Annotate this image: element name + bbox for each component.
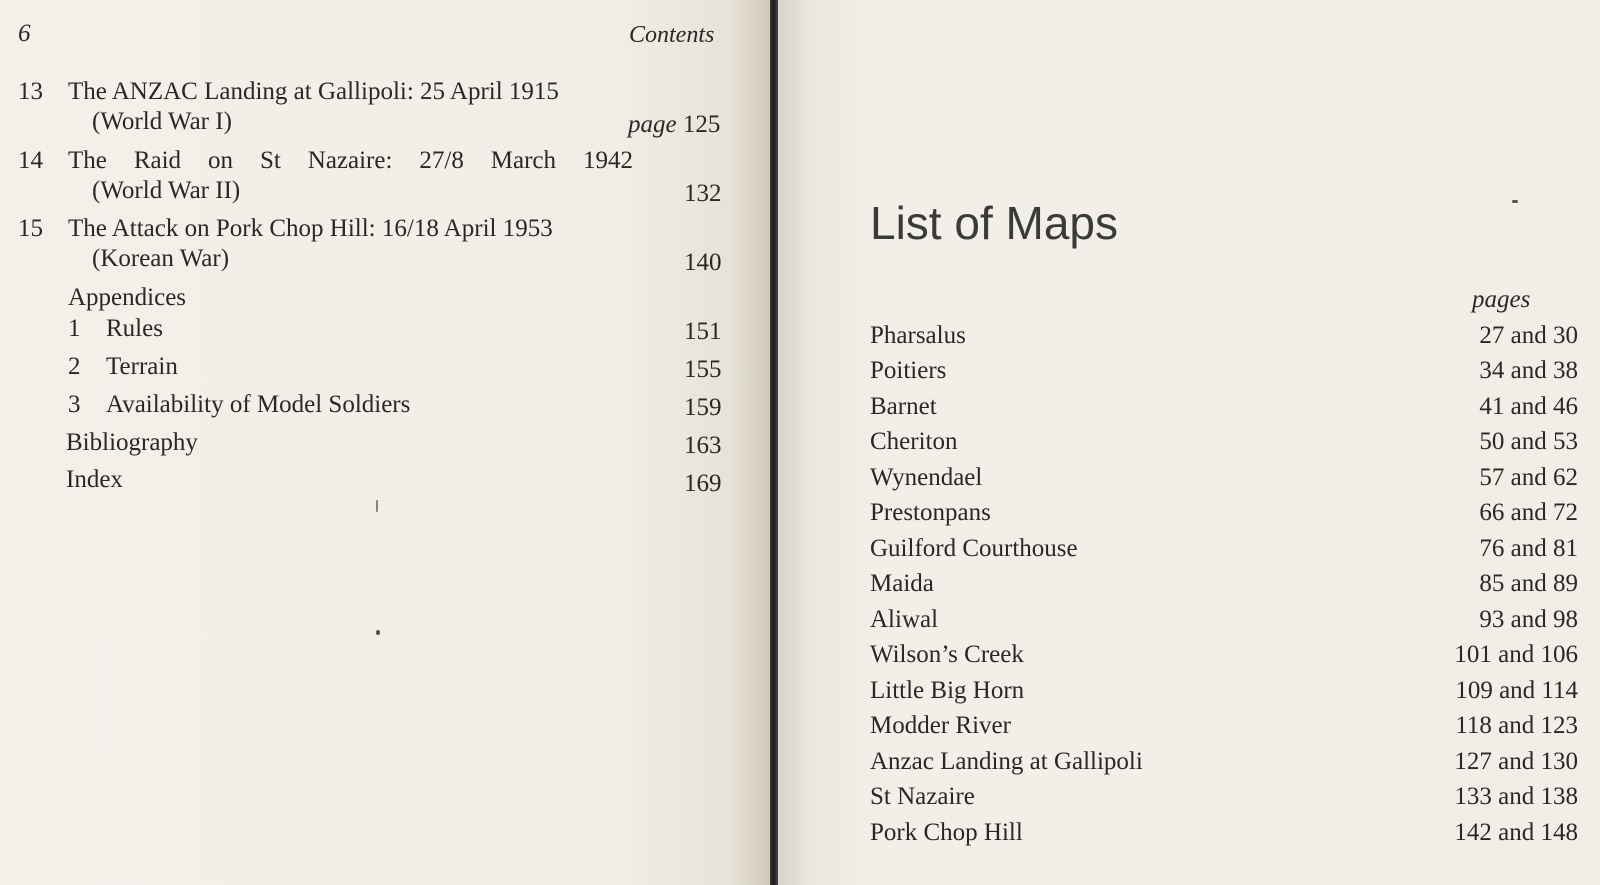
list-item	[870, 783, 1578, 817]
list-item	[870, 570, 1578, 604]
list-item	[870, 428, 1578, 462]
pages-column-header: pages	[1472, 286, 1531, 313]
map-name: Maida	[870, 570, 934, 597]
entry-number: 13	[18, 78, 43, 105]
left-page	[0, 0, 770, 885]
map-name: Pork Chop Hill	[870, 819, 1023, 846]
appendix-title: Terrain	[106, 353, 178, 380]
entry-page	[628, 111, 720, 139]
list-item	[870, 464, 1578, 498]
running-head: Contents	[629, 22, 715, 48]
map-name: Cheriton	[870, 428, 958, 455]
entry-page-number: 132	[684, 180, 722, 207]
paper-speck	[376, 630, 380, 635]
map-name: Pharsalus	[870, 322, 966, 349]
map-pages: 66 and 72	[1479, 499, 1578, 526]
map-pages: 50 and 53	[1479, 428, 1578, 455]
page-prefix: page	[628, 111, 677, 138]
page-number: 6	[18, 20, 31, 47]
list-item	[870, 748, 1578, 782]
map-name: Anzac Landing at Gallipoli	[870, 748, 1143, 775]
list-item	[870, 499, 1578, 533]
entry-page-number: 125	[682, 111, 721, 138]
entry-subtitle: (World War I)	[92, 108, 232, 135]
map-pages: 41 and 46	[1479, 393, 1578, 420]
map-pages: 133 and 138	[1454, 783, 1578, 810]
bibliography-entry: Bibliography	[66, 429, 198, 456]
appendix-page: 151	[684, 318, 722, 345]
list-item	[870, 606, 1578, 640]
entry-subtitle: (World War II)	[92, 177, 241, 204]
appendix-page: 159	[684, 394, 722, 421]
map-name: Wynendael	[870, 464, 983, 491]
map-pages: 109 and 114	[1455, 677, 1578, 704]
book-spine	[770, 0, 778, 885]
paper-speck	[1512, 200, 1518, 203]
map-name: Aliwal	[870, 606, 939, 633]
appendix-title: Rules	[106, 315, 163, 342]
entry-number: 15	[18, 215, 43, 242]
map-pages: 76 and 81	[1479, 535, 1578, 562]
map-pages: 101 and 106	[1454, 641, 1578, 668]
map-name: Prestonpans	[870, 499, 991, 526]
appendix-number: 2	[68, 353, 81, 380]
index-entry: Index	[66, 466, 123, 493]
appendices-heading: Appendices	[68, 284, 187, 311]
entry-page-number: 140	[684, 249, 722, 276]
appendix-number: 3	[68, 391, 81, 418]
entry-subtitle: (Korean War)	[92, 245, 230, 272]
map-pages: 34 and 38	[1479, 357, 1578, 384]
map-name: Modder River	[870, 712, 1011, 739]
map-pages: 85 and 89	[1479, 570, 1578, 597]
map-name: Poitiers	[870, 357, 947, 384]
map-pages: 142 and 148	[1454, 819, 1578, 846]
appendix-title: Availability of Model Soldiers	[106, 391, 411, 418]
entry-title: The Attack on Pork Chop Hill: 16/18 April 1953	[68, 215, 553, 242]
list-item	[870, 677, 1578, 711]
list-item	[870, 819, 1578, 853]
bibliography-page: 163	[684, 432, 722, 459]
map-name: Little Big Horn	[870, 677, 1025, 704]
list-item	[870, 357, 1578, 391]
page-title: List of Maps	[870, 197, 1118, 249]
map-name: Wilson’s Creek	[870, 641, 1024, 668]
map-name: Barnet	[870, 393, 937, 420]
list-item	[870, 322, 1578, 356]
entry-number: 14	[18, 147, 43, 174]
appendix-number: 1	[68, 315, 81, 342]
map-pages: 27 and 30	[1479, 322, 1578, 349]
appendix-page: 155	[684, 356, 722, 383]
entry-title: The Raid on St Nazaire: 27/8 March 1942	[68, 147, 633, 174]
index-page: 169	[684, 470, 722, 497]
paper-speck	[376, 500, 378, 512]
list-item	[870, 393, 1578, 427]
map-pages: 93 and 98	[1479, 606, 1578, 633]
list-item	[870, 535, 1578, 569]
map-pages: 57 and 62	[1479, 464, 1578, 491]
entry-title: The ANZAC Landing at Gallipoli: 25 April 1915	[68, 78, 559, 105]
map-pages: 118 and 123	[1455, 712, 1578, 739]
list-item	[870, 712, 1578, 746]
map-name: St Nazaire	[870, 783, 975, 810]
map-pages: 127 and 130	[1454, 748, 1578, 775]
list-item	[870, 641, 1578, 675]
map-name: Guilford Courthouse	[870, 535, 1078, 562]
